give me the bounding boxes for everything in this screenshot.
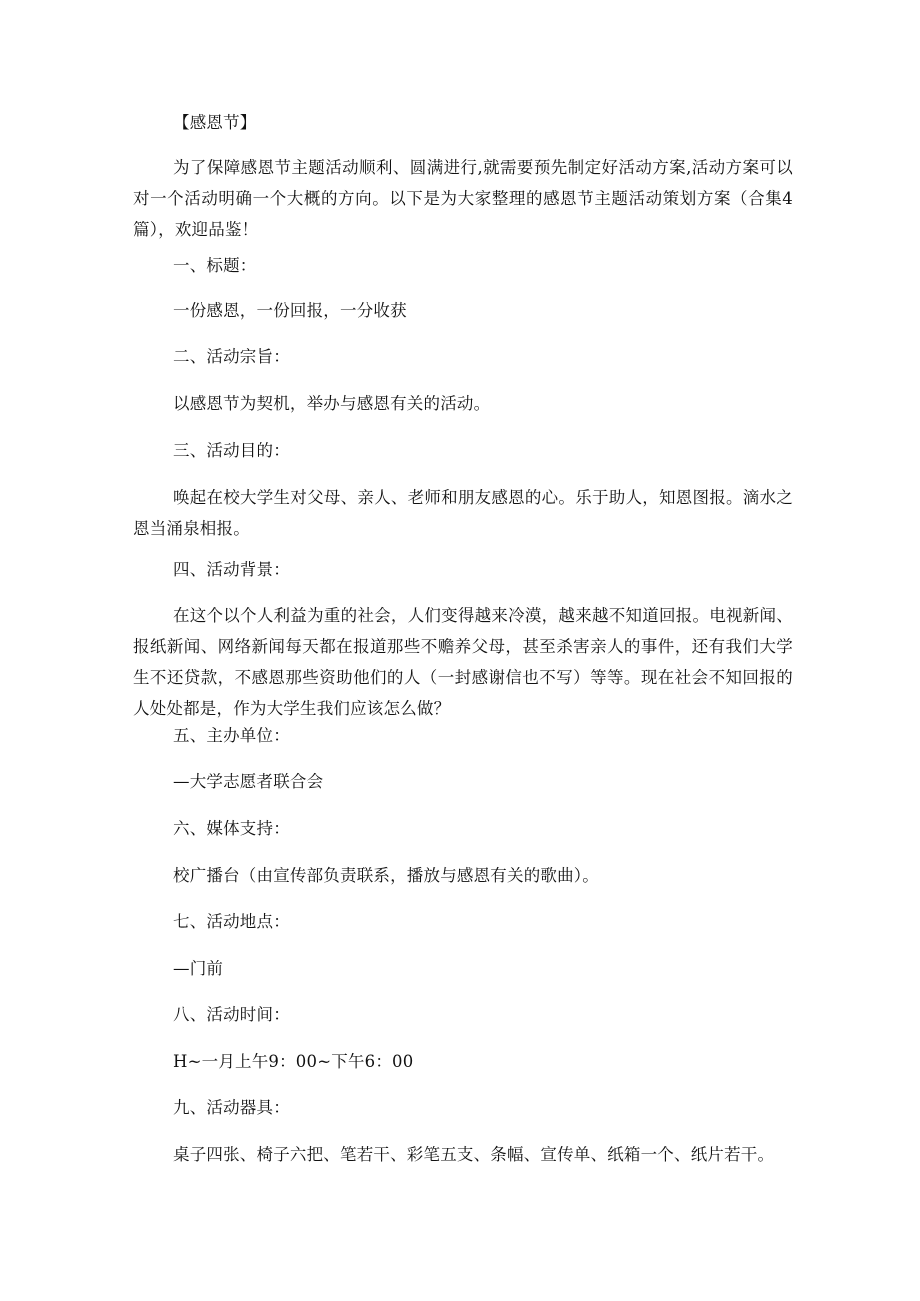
section-heading-7: 七、活动地点： xyxy=(173,912,290,931)
section-body-9: 桌子四张、椅子六把、笔若干、彩笔五支、条幅、宣传单、纸箱一个、纸片若干。 xyxy=(173,1145,775,1164)
intro-paragraph: 为了保障感恩节主题活动顺利、圆满进行,就需要预先制定好活动方案,活动方案可以对一个活动明确一个大概的方向。以下是为大家整理的感恩节主题活动策划方案（合集4篇），欢迎品鉴！ xyxy=(133,158,793,239)
section-heading-3: 三、活动目的： xyxy=(173,441,290,460)
section-heading-2: 二、活动宗旨： xyxy=(173,347,290,366)
section-heading-1: 一、标题： xyxy=(173,256,257,275)
section-heading-5: 五、主办单位： xyxy=(173,726,290,745)
section-body-5: —大学志愿者联合会 xyxy=(173,772,324,791)
document-title: 【感恩节】 xyxy=(173,113,257,132)
section-body-1: 一份感恩，一份回报，一分收获 xyxy=(173,301,407,320)
section-body-7: —门前 xyxy=(173,959,224,978)
section-heading-8: 八、活动时间： xyxy=(173,1005,290,1024)
section-heading-9: 九、活动器具： xyxy=(173,1098,290,1117)
section-body-2: 以感恩节为契机，举办与感恩有关的活动。 xyxy=(173,394,491,413)
section-heading-4: 四、活动背景： xyxy=(173,560,290,579)
section-body-4: 在这个以个人利益为重的社会，人们变得越来冷漠，越来越不知道回报。电视新闻、报纸新闻、网络新闻每天都在报道那些不赡养父母，甚至杀害亲人的事件，还有我们大学生不还贷款，不感恩那些资助他们的人（一封感谢信也不写）等等。现在社会不知回报的人处处都是，作为大学生我们应该怎么做？ xyxy=(133,606,793,718)
section-heading-6: 六、媒体支持： xyxy=(173,819,290,838)
section-body-8: H~一月上午9：00~下午6：00 xyxy=(173,1052,414,1071)
section-body-6: 校广播台（由宣传部负责联系，播放与感恩有关的歌曲）。 xyxy=(173,866,599,885)
section-body-3: 唤起在校大学生对父母、亲人、老师和朋友感恩的心。乐于助人，知恩图报。滴水之恩当涌泉相报。 xyxy=(133,488,793,538)
